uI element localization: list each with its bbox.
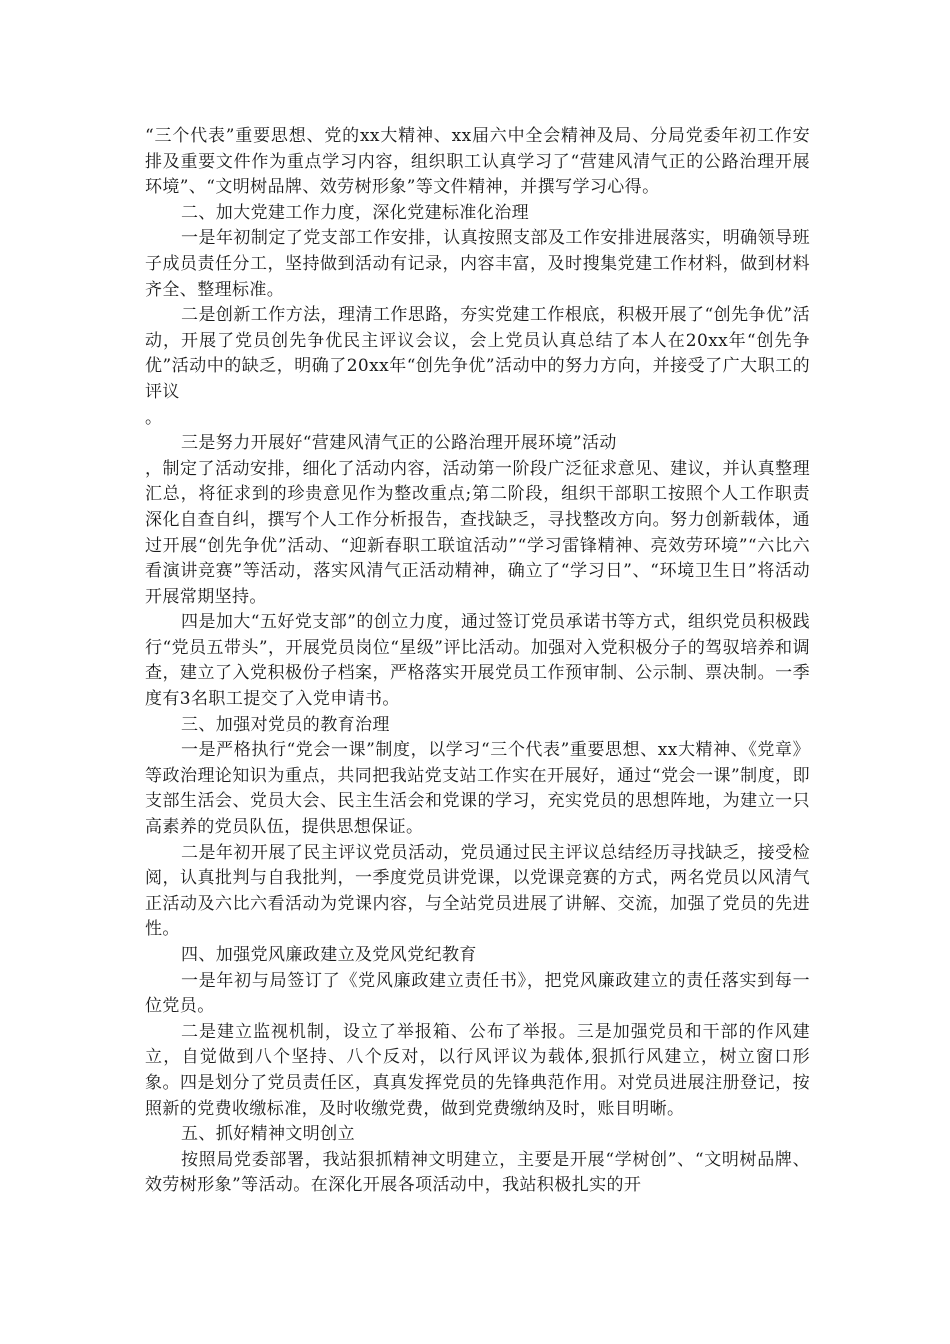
paragraph-innovation: 二是创新工作方法，理清工作思路，夯实党建工作根底，积极开展了“创先争优”活动，开展了党员创先争优民主评议会议，会上党员认真总结了本人在20xx年“创先争优”活动中的缺乏，明确了20xx年“创先争优”活动中的努力方向，并接受了广大职工的评议 (145, 305, 810, 402)
paragraph-five-good-branch: 四是加大“五好党支部”的创立力度，通过签订党员承诺书等方式，组织党员积极践行“党员五带头”，开展党员岗位“星级”评比活动。加强对入党积极分子的驾驭培养和调查，建立了入党积极份子档案，严格落实开展党员工作预审制、公示制、票决制。一季度有3名职工提交了入党申请书。 (145, 612, 810, 710)
section-heading-member-education: 三、加强对党员的教育治理 (181, 714, 390, 735)
document-body (145, 124, 810, 1199)
paragraph-democratic-review: 二是年初开展了民主评议党员活动，党员通过民主评议总结经历寻找缺乏，接受检阅，认真批判与自我批判，一季度党员讲党课，以党课竞赛的方式，两名党员以风清气正活动及六比六看活动为党课内容，与全站党员进展了讲解、交流，加强了党员的先进性。 (145, 842, 810, 940)
paragraph-responsibility-letter: 一是年初与局签订了《党风廉政建立责任书》，把党风廉政建立的责任落实到每一位党员。 (145, 970, 810, 1017)
paragraph-environment-activity: 三是努力开展好“营建风清气正的公路治理开展环境”活动 (181, 433, 617, 454)
paragraph-study-content: “三个代表”重要思想、党的xx大精神、xx届六中全会精神及局、分局党委年初工作安排及重要文件作为重点学习内容，组织职工认真学习了“营建风清气正的公路治理开展环境”、“文明树品牌、效劳树形象”等文件精神，并撰写学习心得。 (145, 126, 810, 198)
section-heading-civilization: 五、抓好精神文明创立 (181, 1124, 355, 1145)
paragraph-supervision: 二是建立监视机制，设立了举报箱、公布了举报。三是加强党员和干部的作风建立，自觉做到八个坚持、八个反对，以行风评议为载体,狠抓行风建立，树立窗口形象。四是划分了党员责任区，真真发挥党员的先锋典范作用。对党员进展注册登记，按照新的党费收缴标准，及时收缴党费，做到党费缴纳及时，账目明晰。 (145, 1021, 810, 1119)
paragraph-stray-period: 。 (145, 407, 163, 428)
paragraph-party-lesson-system: 一是严格执行“党会一课”制度，以学习“三个代表”重要思想、xx大精神、《党章》等政治理论知识为重点，共同把我站党支站工作实在开展好，通过“党会一课”制度，即支部生活会、党员大会、民主生活会和党课的学习，充实党员的思想阵地，为建立一只高素养的党员队伍，提供思想保证。 (145, 740, 810, 838)
paragraph-activity-details: ，制定了活动安排，细化了活动内容，活动第一阶段广泛征求意见、建议，并认真整理汇总，将征求到的珍贵意见作为整改重点;第二阶段，组织干部职工按照个人工作职责深化自查自纠，撰写个人工作分析报告，查找缺乏，寻找整改方向。努力创新载体，通过开展“创先争优”活动、“迎新春职工联谊活动”“学习雷锋精神、亮效劳环境”“六比六看演讲竞赛”等活动，落实风清气正活动精神，确立了“学习日”、“环境卫生日”将活动开展常期坚持。 (145, 458, 810, 607)
section-heading-party-building: 二、加大党建工作力度，深化党建标准化治理 (181, 202, 529, 223)
paragraph-work-plan: 一是年初制定了党支部工作安排，认真按照支部及工作安排进展落实，明确领导班子成员责任分工，坚持做到活动有记录，内容丰富，及时搜集党建工作材料，做到材料齐全、整理标准。 (145, 228, 810, 300)
paragraph-civilization-activities: 按照局党委部署，我站狠抓精神文明建立，主要是开展“学树创”、“文明树品牌、效劳树形象”等活动。在深化开展各项活动中，我站积极扎实的开 (145, 1149, 810, 1196)
section-heading-integrity: 四、加强党风廉政建立及党风党纪教育 (181, 945, 477, 965)
